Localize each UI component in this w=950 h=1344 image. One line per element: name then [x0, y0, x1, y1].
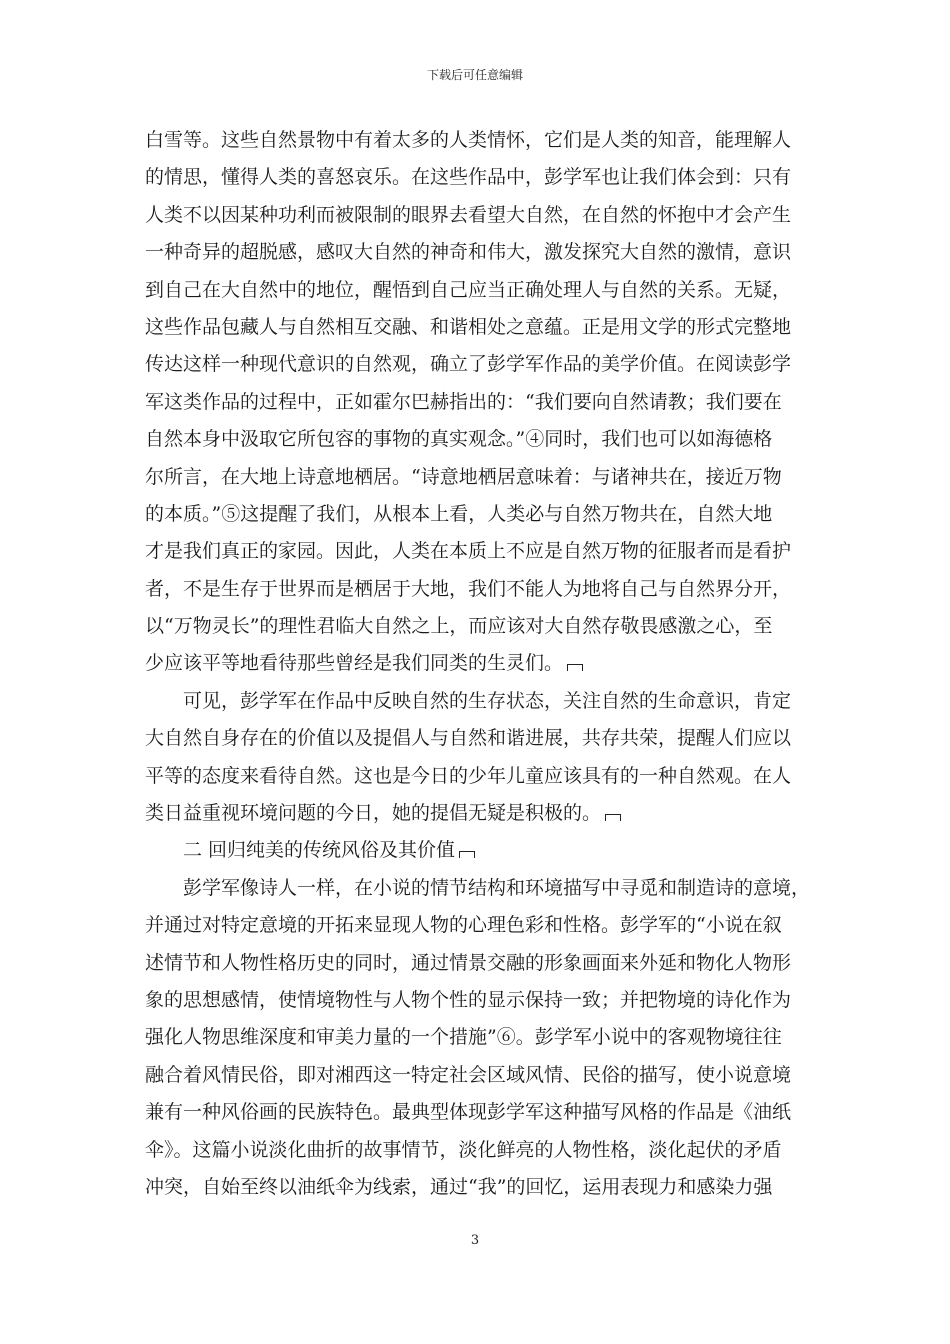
text-line: 军这类作品的过程中，正如霍尔巴赫指出的：“我们要向自然请教；我们要在 [145, 390, 782, 413]
paragraph-mark-icon [567, 664, 583, 671]
text-line: 平等的态度来看待自然。这也是今日的少年儿童应该具有的一种自然观。在人 [145, 764, 792, 787]
text-line: 传达这样一种现代意识的自然观，确立了彭学军作品的美学价值。在阅读彭学 [145, 353, 792, 376]
text-line: 的情思，懂得人类的喜怒哀乐。在这些作品中，彭学军也让我们体会到：只有 [145, 166, 792, 189]
text-line: 少应该平等地看待那些曾经是我们同类的生灵们。 [145, 645, 807, 682]
paragraph-mark-icon [459, 851, 475, 858]
text-line: 兼有一种风俗画的民族特色。最典型体现彭学军这种描写风格的作品是《油纸 [145, 1101, 792, 1124]
text-line: 类日益重视环境问题的今日，她的提倡无疑是积极的。 [145, 795, 807, 832]
text-line: 人类不以因某种功利而被限制的眼界去看望大自然，在自然的怀抱中才会产生 [145, 203, 792, 226]
text-line: 一种奇异的超脱感，感叹大自然的神奇和伟大，激发探究大自然的激情，意识 [145, 241, 792, 264]
text-line: 述情节和人物性格历史的同时，通过情景交融的形象画面来外延和物化人物形 [145, 951, 792, 974]
text-line: 冲突，自始至终以油纸伞为线索，通过“我”的回忆，运用表现力和感染力强 [145, 1175, 773, 1198]
text-line: 并通过对特定意境的开拓来显现人物的心理色彩和性格。彭学军的“小说在叙 [145, 914, 782, 937]
text-line: 白雪等。这些自然景物中有着太多的人类情怀，它们是人类的知音，能理解人 [145, 129, 792, 151]
page-header: 下载后可任意编辑 [426, 68, 523, 82]
text-line: 自然本身中汲取它所包容的事物的真实观念。”④同时，我们也可以如海德格 [145, 428, 773, 451]
text-line: 融合着风情民俗，即对湘西这一特定社会区域风情、民俗的描写，使小说意境 [145, 1063, 792, 1086]
text-line: 可见，彭学军在作品中反映自然的生存状态，关注自然的生命意识，肯定 [183, 689, 792, 712]
text-line: 这些作品包藏人与自然相互交融、和谐相处之意蕴。正是用文学的形式完整地 [145, 315, 792, 338]
text-line: 伞》。这篇小说淡化曲折的故事情节，淡化鲜亮的人物性格，淡化起伏的矛盾 [145, 1138, 782, 1161]
paragraph-mark-icon [605, 814, 621, 821]
text-line: 到自己在大自然中的地位，醒悟到自己应当正确处理人与自然的关系。无疑， [145, 278, 792, 301]
page-number: 3 [470, 1233, 480, 1248]
text-line: 才是我们真正的家园。因此，人类在本质上不应是自然万物的征服者而是看护 [145, 540, 792, 563]
text-line: 者，不是生存于世界而是栖居于大地，我们不能人为地将自己与自然界分开， [145, 577, 792, 600]
text-line: 尔所言，在大地上诗意地栖居。“诗意地栖居意味着：与诸神共在，接近万物 [145, 465, 782, 488]
text-line: 大自然自身存在的价值以及提倡人与自然和谐进展，共存共荣，提醒人们应以 [145, 727, 792, 750]
document-body [145, 122, 811, 1206]
text-line: 彭学军像诗人一样，在小说的情节结构和环境描写中寻觅和制造诗的意境， [183, 876, 811, 899]
text-line: 象的思想感情，使情境物性与人物个性的显示保持一致；并把物境的诗化作为 [145, 988, 792, 1011]
text-line: 强化人物思维深度和审美力量的一个措施”⑥。彭学军小说中的客观物境往往 [145, 1026, 782, 1049]
text-line: 的本质。”⑤这提醒了我们，从根本上看，人类必与自然万物共在，自然大地 [145, 502, 773, 525]
section-heading: 二 回归纯美的传统风俗及其价值 [145, 832, 807, 869]
text-line: 以“万物灵长”的理性君临大自然之上，而应该对大自然存敬畏感激之心，至 [145, 615, 773, 638]
